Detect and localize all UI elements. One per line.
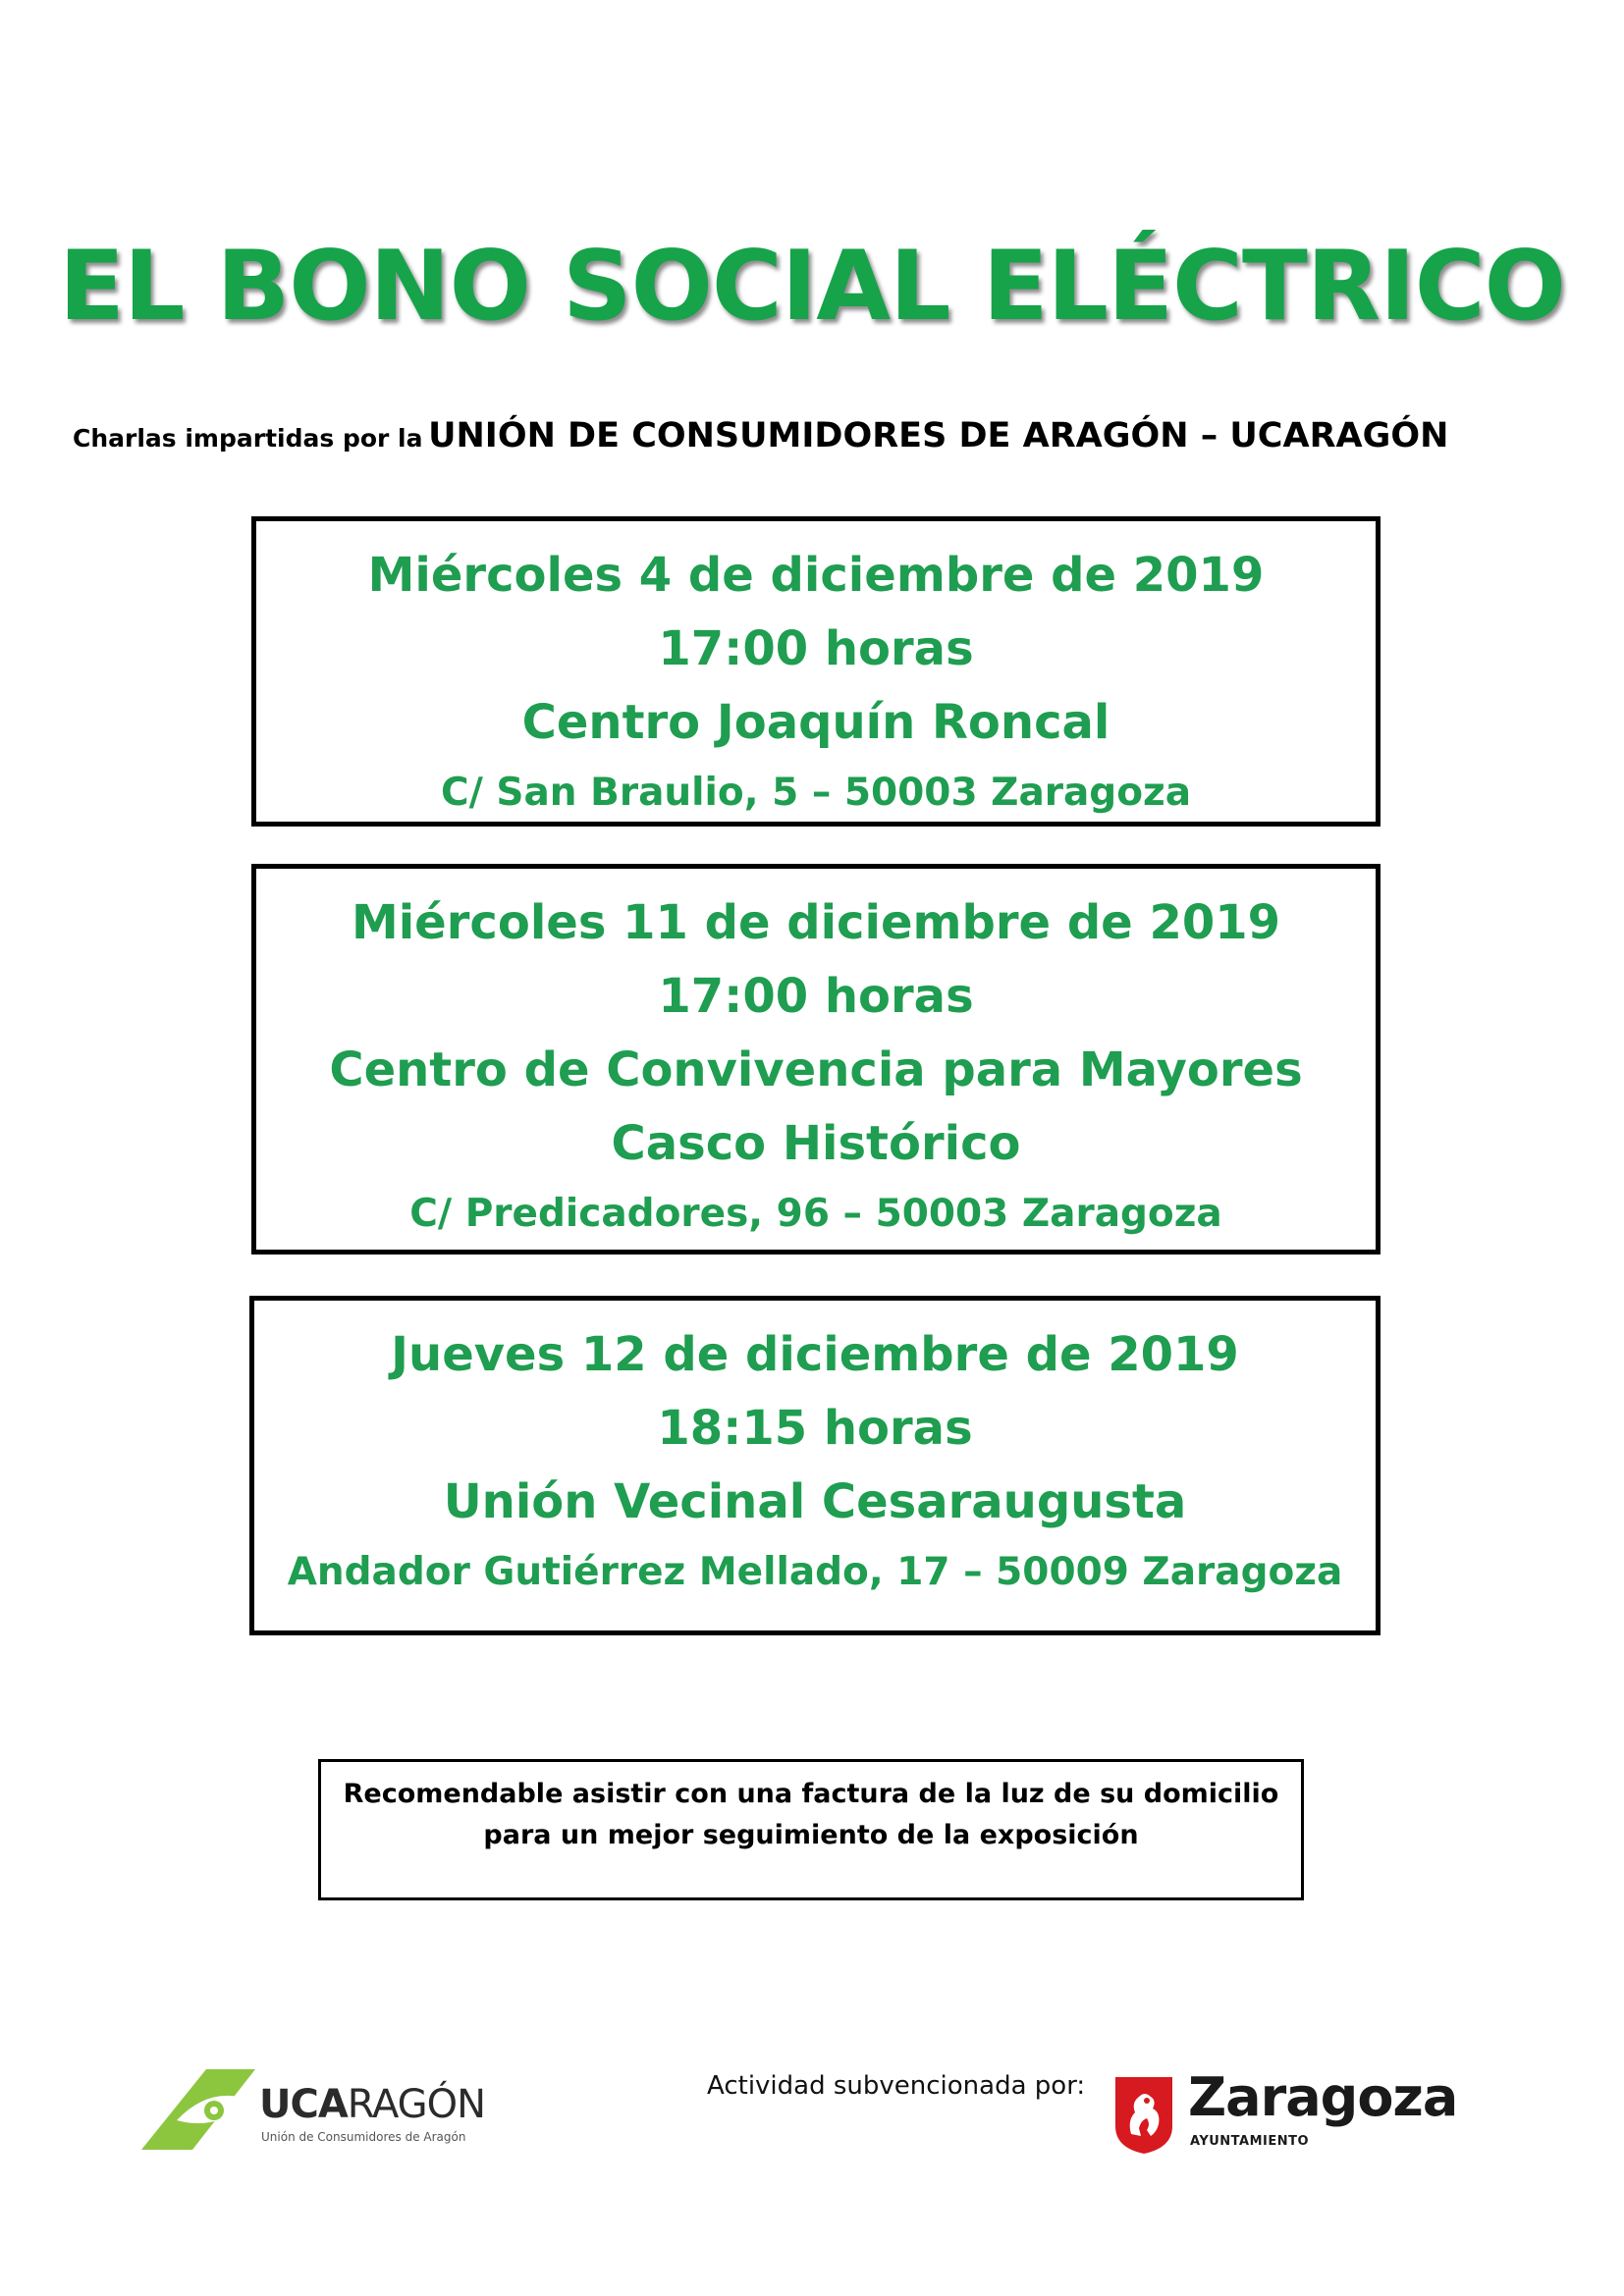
zaragoza-name: Zaragoza — [1188, 2066, 1458, 2128]
event-venue-line2: Casco Histórico — [611, 1116, 1021, 1171]
recommendation-note — [318, 1759, 1304, 1900]
event-venue: Centro Joaquín Roncal — [521, 695, 1110, 750]
subtitle-organization: UNIÓN DE CONSUMIDORES DE ARAGÓN – UCARAGÓN — [428, 416, 1449, 455]
event-address: C/ Predicadores, 96 – 50003 Zaragoza — [409, 1192, 1222, 1236]
subtitle — [73, 416, 1565, 455]
page-title: EL BONO SOCIAL ELÉCTRICO — [59, 231, 1565, 343]
zaragoza-lion-shield-icon — [1113, 2075, 1174, 2156]
uca-word-light: RAGÓN — [347, 2082, 486, 2127]
uca-word-strong: UCA — [259, 2082, 348, 2127]
subtitle-prefix: Charlas impartidas por la — [73, 424, 423, 453]
event-box-3 — [249, 1296, 1380, 1635]
event-address: C/ San Braulio, 5 – 50003 Zaragoza — [440, 771, 1192, 815]
note-line-1: Recomendable asistir con una factura de la luz de su domicilio — [343, 1779, 1279, 1809]
uca-wordmark — [259, 2083, 485, 2126]
event-date: Jueves 12 de diciembre de 2019 — [391, 1327, 1239, 1382]
event-date: Miércoles 11 de diciembre de 2019 — [351, 895, 1281, 950]
event-time: 17:00 horas — [658, 621, 974, 676]
event-box-2 — [251, 864, 1380, 1255]
sponsor-label: Actividad subvencionada por: — [707, 2071, 1086, 2101]
event-venue: Unión Vecinal Cesaraugusta — [443, 1474, 1187, 1529]
event-date: Miércoles 4 de diciembre de 2019 — [367, 548, 1265, 603]
event-venue: Centro de Convivencia para Mayores — [329, 1042, 1303, 1097]
zaragoza-sub: AYUNTAMIENTO — [1190, 2134, 1310, 2149]
event-time: 18:15 horas — [657, 1401, 973, 1456]
note-line-2: para un mejor seguimiento de la exposición — [483, 1820, 1139, 1850]
event-box-1 — [251, 516, 1380, 827]
uca-tagline: Unión de Consumidores de Aragón — [261, 2130, 466, 2144]
event-time: 17:00 horas — [658, 969, 974, 1024]
event-address: Andador Gutiérrez Mellado, 17 – 50009 Zaragoza — [287, 1550, 1343, 1594]
